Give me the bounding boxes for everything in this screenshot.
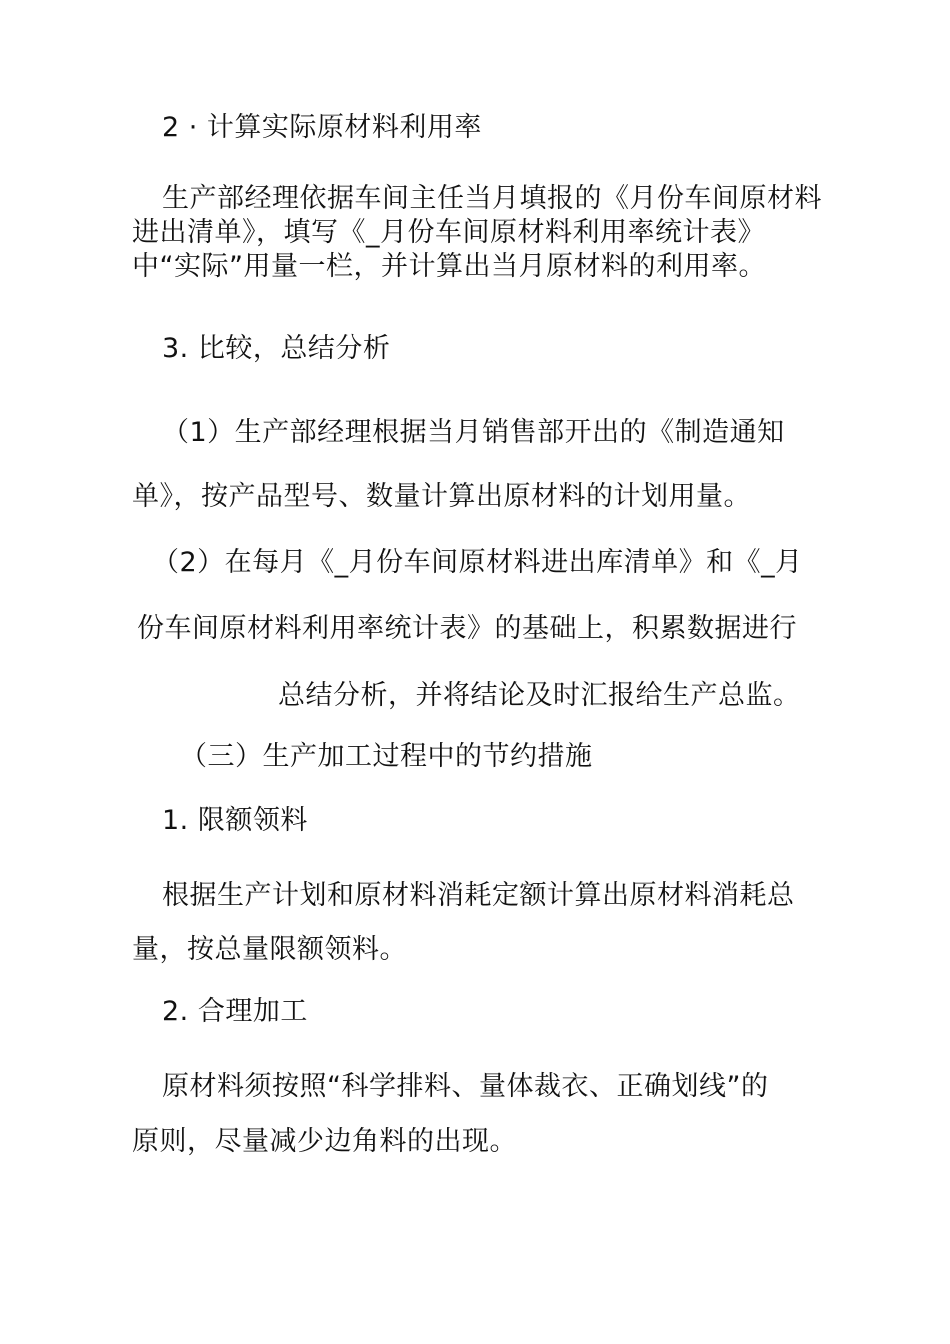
paragraph-calc-utilization — [132, 182, 822, 284]
paragraph-limit-line-1: 根据生产计划和原材料消耗定额计算出原材料消耗总 — [162, 880, 795, 911]
paragraph-calc-text: 生产部经理依据车间主任当月填报的《月份车间原材料进出清单》，填写《_月份车间原材料利用率统计表》中“实际”用量一栏，并计算出当月原材料的利用率。 — [132, 183, 822, 282]
paragraph-limit-line-2: 量，按总量限额领料。 — [132, 934, 407, 965]
paragraph-process-line-1: 原材料须按照“科学排料、量体裁衣、正确划线”的 — [162, 1071, 769, 1102]
heading-calc-utilization: 2 · 计算实际原材料利用率 — [162, 112, 482, 143]
item-2-line-1: （2）在每月《_月份车间原材料进出库清单》和《_月 — [152, 547, 803, 578]
section-three-heading: （三）生产加工过程中的节约措施 — [180, 741, 593, 772]
item-1-line-1: （1）生产部经理根据当月销售部开出的《制造通知 — [162, 417, 785, 448]
paragraph-process-line-2: 原则，尽量减少边角料的出现。 — [132, 1126, 517, 1157]
heading-compare-analysis: 3. 比较，总结分析 — [162, 333, 391, 364]
item-2-line-3: 总结分析，并将结论及时汇报给生产总监。 — [278, 680, 801, 711]
item-2-line-2: 份车间原材料利用率统计表》的基础上，积累数据进行 — [137, 613, 797, 644]
heading-limit-material: 1. 限额领料 — [162, 805, 308, 836]
item-1-line-2: 单》，按产品型号、数量计算出原材料的计划用量。 — [132, 481, 751, 512]
heading-reasonable-process: 2. 合理加工 — [162, 996, 308, 1027]
